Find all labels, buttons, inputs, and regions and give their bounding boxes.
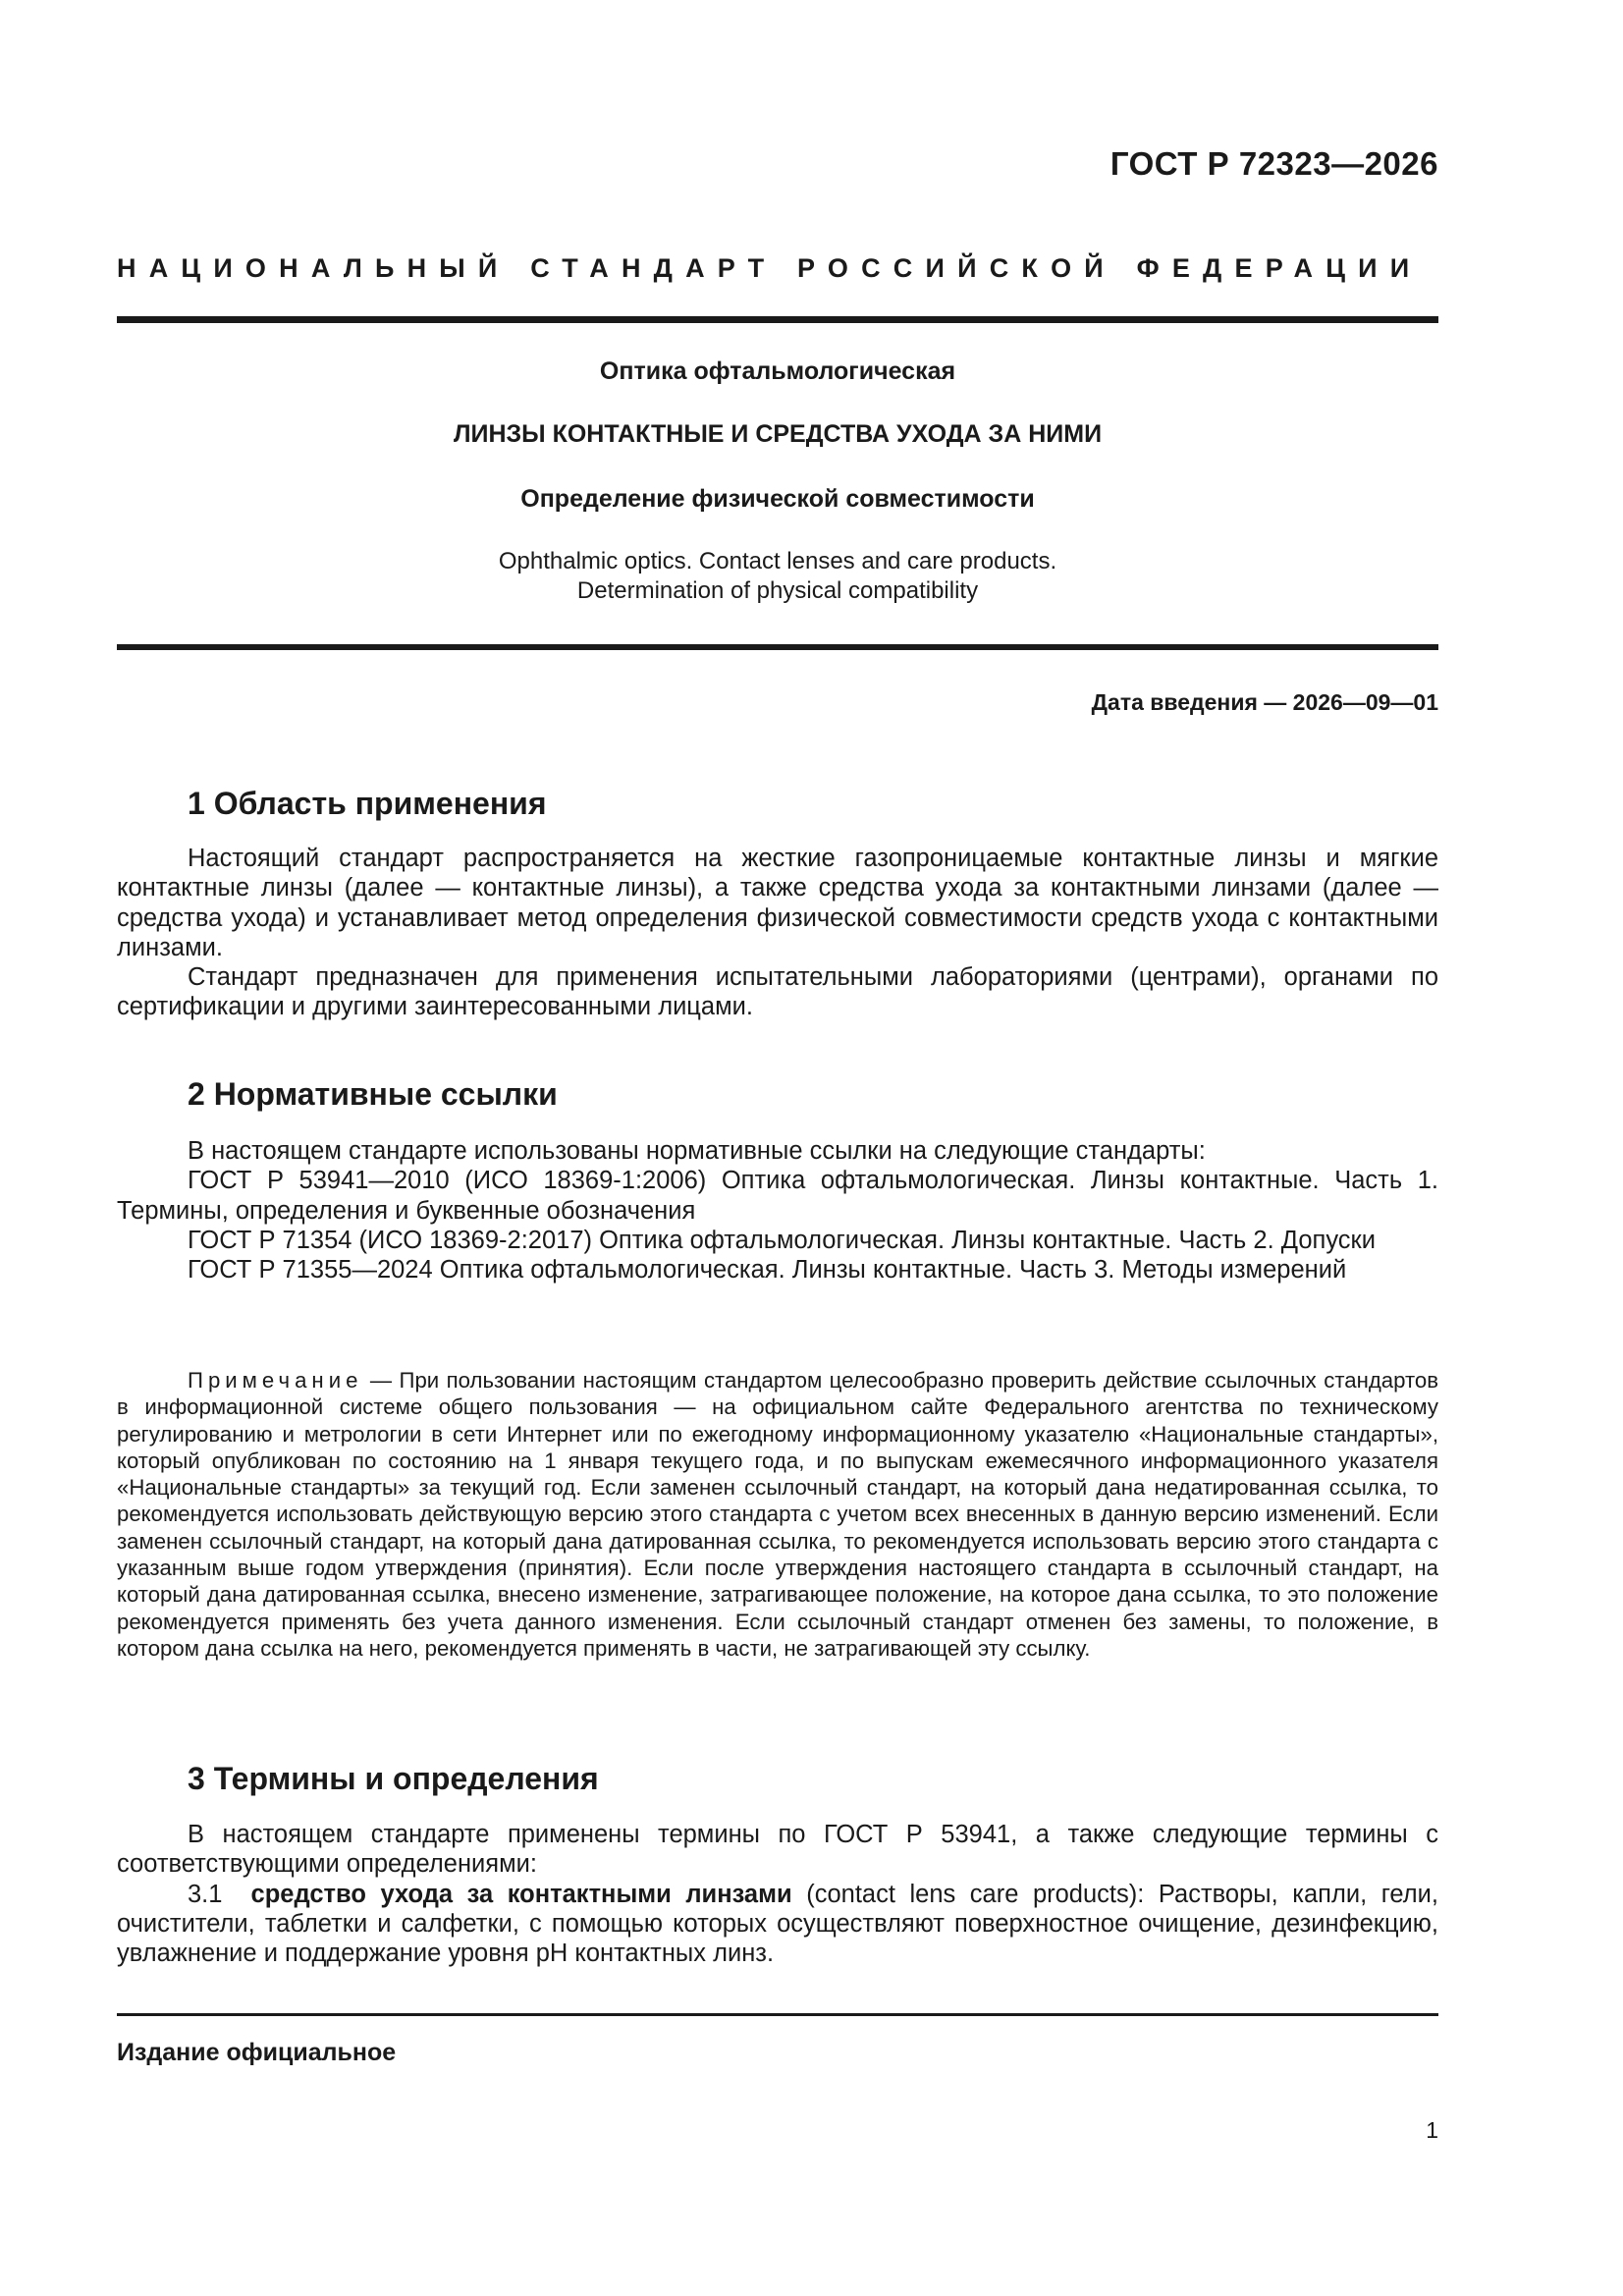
note-label: Примечание	[188, 1368, 363, 1393]
section-3-heading: 3 Термины и определения	[188, 1761, 599, 1796]
title-rule-bottom	[117, 644, 1438, 650]
term-definition-text: : Растворы, капли, гели, очистители, таблетки и салфетки, с помощью которых осуществляют поверхностное очищение, дезинфекцию, увлажнение и поддержание уровня pH контактных линз.	[117, 1880, 1438, 1968]
standard-number: ГОСТ Р 72323—2026	[1109, 145, 1438, 182]
section-3-body	[117, 1820, 1438, 1968]
title-main: ЛИНЗЫ КОНТАКТНЫЕ И СРЕДСТВА УХОДА ЗА НИМИ	[453, 420, 1103, 448]
national-standard-banner: НАЦИОНАЛЬНЫЙ СТАНДАРТ РОССИЙСКОЙ ФЕДЕРАЦИИ	[117, 253, 1423, 283]
edition-label: Издание официальное	[117, 2039, 397, 2066]
term: средство ухода за контактными линзами	[250, 1880, 792, 1908]
reference-item: ГОСТ Р 71354 (ИСО 18369-2:2017) Оптика офтальмологическая. Линзы контактные. Часть 2. Допуски	[188, 1226, 1376, 1254]
paragraph: В настоящем стандарте использованы нормативные ссылки на следующие стандарты:	[188, 1137, 1206, 1165]
introduction-date: Дата введения — 2026—09—01	[1091, 689, 1438, 715]
page-number: 1	[1426, 2117, 1438, 2143]
footer-rule	[117, 2013, 1438, 2016]
section-1-heading: 1 Область применения	[188, 786, 547, 821]
note-text: — При пользовании настоящим стандартом целесообразно проверить действие ссылочных стандартов в информационной системе общего пользования — на официальном сайте Федерального агентства по техническому регулированию и метрологии в сети Интернет или по ежегодному информационному указателю «Национальные стандарты», который опубликован по состоянию на 1 января текущего года, и по выпускам ежемесячного информационного указателя «Национальные стандарты» за текущий год. Если заменен ссылочный стандарт, на который дана недатированная ссылка, то рекомендуется использовать действующую версию этого стандарта с учетом всех внесенных в данную версию изменений. Если заменен ссылочный стандарт, на который дана датированная ссылка, то рекомендуется использовать версию этого стандарта с указанным выше годом утверждения (принятия). Если после утверждения настоящего стандарта в ссылочный стандарт, на который дана датированная ссылка, внесено изменение, затрагивающее положение, на которое дана ссылка, то это положение рекомендуется применять без учета данного изменения. Если ссылочный стандарт отменен без замены, то положение, в котором дана ссылка на него, рекомендуется применять в части, не затрагивающей эту ссылку.	[117, 1368, 1438, 1661]
title-subtitle: Определение физической совместимости	[520, 485, 1035, 513]
title-group: Оптика офтальмологическая	[599, 357, 956, 385]
paragraph: Стандарт предназначен для применения испытательными лабораториями (центрами), органами по сертификации и другими заинтересованными лицами.	[117, 963, 1438, 1021]
term-number: 3.1	[188, 1880, 223, 1908]
title-english-line-2: Determination of physical compatibility	[576, 577, 979, 604]
note	[117, 1367, 1438, 1662]
title-english-line-1: Ophthalmic optics. Contact lenses and care products.	[498, 548, 1057, 574]
paragraph: Настоящий стандарт распространяется на жесткие газопроницаемые контактные линзы и мягкие контактные линзы (далее — контактные линзы), а также средства ухода за контактными линзами (далее — средства ухода) и устанавливает метод определения физической совместимости средств ухода с контактными линзами.	[117, 845, 1438, 961]
paragraph: В настоящем стандарте применены термины по ГОСТ Р 53941, а также следующие термины с соответствующими определениями:	[117, 1821, 1438, 1879]
title-rule-top	[117, 316, 1438, 323]
section-2-heading: 2 Нормативные ссылки	[188, 1076, 558, 1112]
term-definition	[117, 1880, 1438, 1969]
term-english: (contact lens care products)	[806, 1880, 1138, 1908]
section-2-body	[117, 1136, 1438, 1285]
reference-item: ГОСТ Р 53941—2010 (ИСО 18369-1:2006) Оптика офтальмологическая. Линзы контактные. Часть 1. Термины, определения и буквенные обозначения	[117, 1167, 1438, 1225]
section-1-body	[117, 844, 1438, 1022]
reference-item: ГОСТ Р 71355—2024 Оптика офтальмологическая. Линзы контактные. Часть 3. Методы измерений	[188, 1256, 1347, 1285]
